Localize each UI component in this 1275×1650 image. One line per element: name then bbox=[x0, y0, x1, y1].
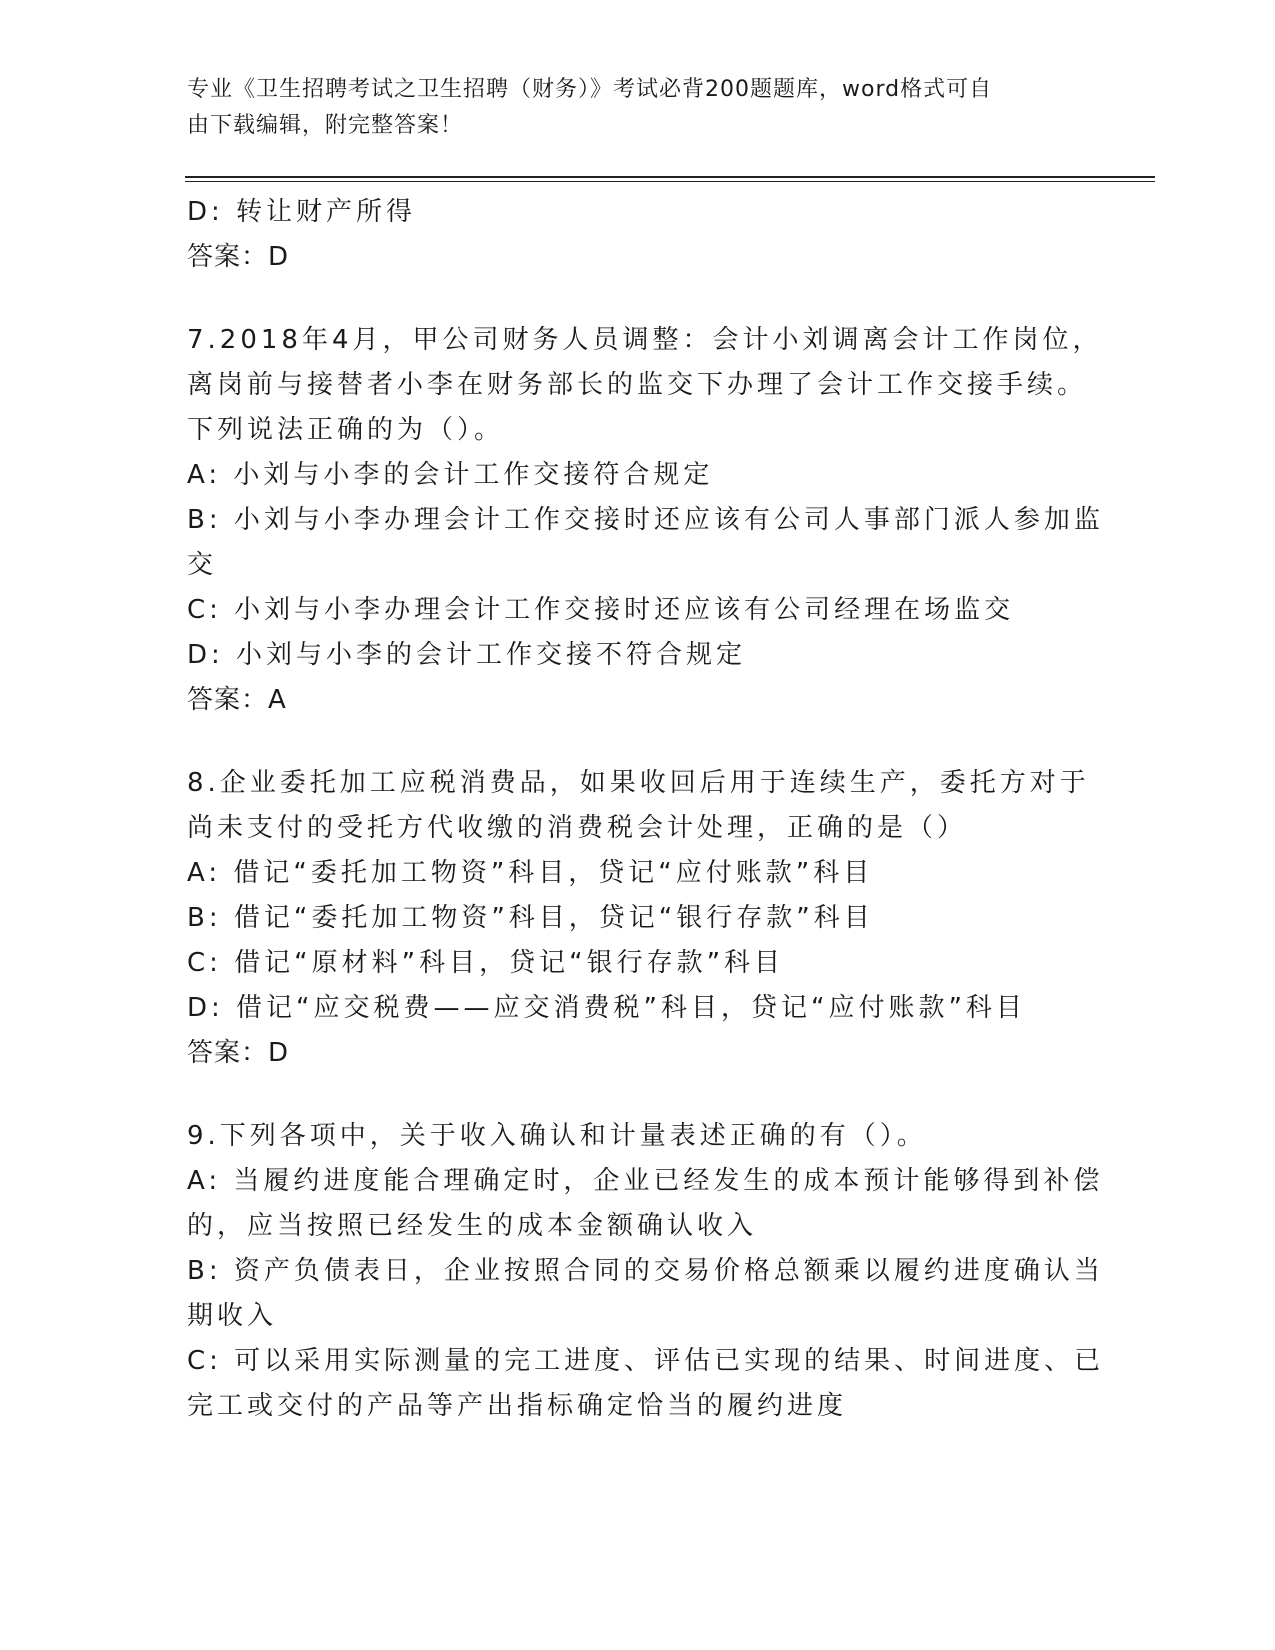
option-c: C: 小刘与小李办理会计工作交接时还应该有公司经理在场监交 bbox=[187, 595, 1015, 625]
answer: 答案：D bbox=[187, 242, 290, 272]
option-a: A: 借记“委托加工物资”科目，贷记“应付账款”科目 bbox=[187, 858, 874, 888]
question-stem-line: 8.企业委托加工应税消费品，如果收回后用于连续生产，委托方对于 bbox=[187, 768, 1090, 798]
option-a: A: 当履约进度能合理确定时，企业已经发生的成本预计能够得到补偿 bbox=[187, 1166, 1104, 1196]
document-body bbox=[187, 190, 1105, 1429]
option-b: B: 小刘与小李办理会计工作交接时还应该有公司人事部门派人参加监 bbox=[187, 505, 1104, 535]
question-stem-line: 9.下列各项中，关于收入确认和计量表述正确的有（）。 bbox=[187, 1121, 927, 1151]
option-a: A: 小刘与小李的会计工作交接符合规定 bbox=[187, 460, 714, 490]
header-rule-thin bbox=[185, 181, 1155, 182]
question-stem-line: 尚未支付的受托方代收缴的消费税会计处理，正确的是（） bbox=[187, 813, 968, 843]
header-title-line-2: 由下载编辑，附完整答案！ bbox=[187, 113, 464, 138]
document-header bbox=[187, 72, 1067, 144]
option-d: D: 转让财产所得 bbox=[187, 197, 417, 227]
option-b-continued: 交 bbox=[187, 550, 218, 580]
question-stem-line: 下列说法正确的为（）。 bbox=[187, 415, 505, 445]
option-d: D: 小刘与小李的会计工作交接不符合规定 bbox=[187, 640, 747, 670]
question-7 bbox=[187, 318, 1104, 723]
option-d: D: 借记“应交税费——应交消费税”科目，贷记“应付账款”科目 bbox=[187, 993, 1026, 1023]
option-b: B: 借记“委托加工物资”科目，贷记“银行存款”科目 bbox=[187, 903, 874, 933]
question-8 bbox=[187, 761, 1090, 1076]
header-title-line-1: 专业《卫生招聘考试之卫生招聘（财务）》考试必背200题题库，word格式可自 bbox=[187, 77, 993, 102]
answer: 答案：A bbox=[187, 685, 287, 715]
question-stem-line: 7.2018年4月，甲公司财务人员调整：会计小刘调离会计工作岗位， bbox=[187, 325, 1103, 355]
option-c: C: 可以采用实际测量的完工进度、评估已实现的结果、时间进度、已 bbox=[187, 1346, 1105, 1376]
option-b: B: 资产负债表日，企业按照合同的交易价格总额乘以履约进度确认当 bbox=[187, 1256, 1104, 1286]
option-c-continued: 完工或交付的产品等产出指标确定恰当的履约进度 bbox=[187, 1391, 848, 1421]
option-b-continued: 期收入 bbox=[187, 1301, 278, 1331]
answer: 答案：D bbox=[187, 1038, 290, 1068]
option-c: C: 借记“原材料”科目，贷记“银行存款”科目 bbox=[187, 948, 785, 978]
question-stem-line: 离岗前与接替者小李在财务部长的监交下办理了会计工作交接手续。 bbox=[187, 370, 1088, 400]
question-9 bbox=[187, 1114, 1105, 1429]
header-rule-thick bbox=[185, 176, 1155, 178]
option-a-continued: 的，应当按照已经发生的成本金额确认收入 bbox=[187, 1211, 758, 1241]
